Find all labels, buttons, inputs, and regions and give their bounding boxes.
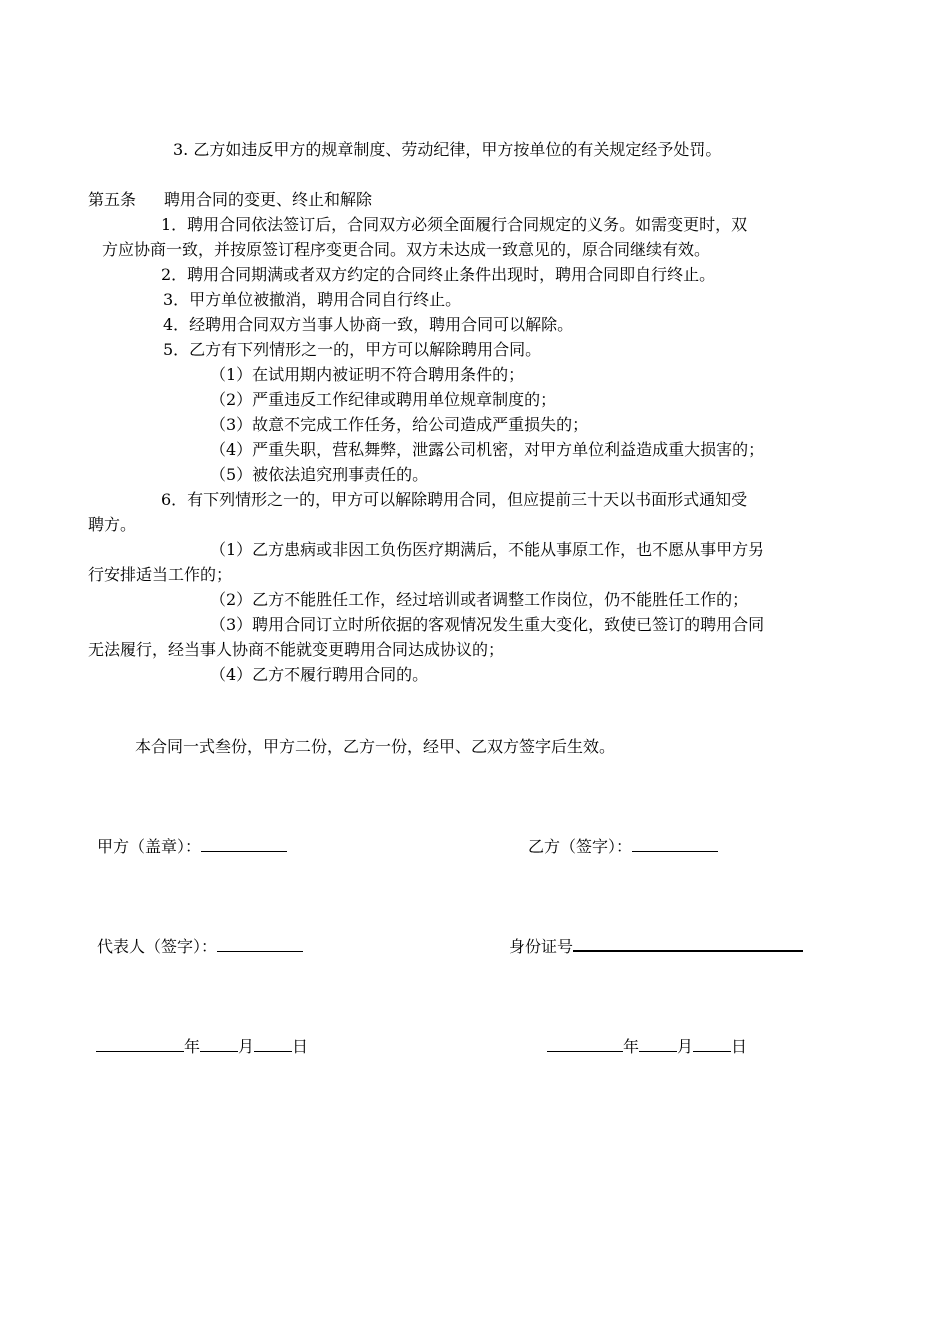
clause4-item3: 3. 乙方如违反甲方的规章制度、劳动纪律，甲方按单位的有关规定经予处罚。: [173, 140, 722, 159]
representative-sign-blank[interactable]: [217, 937, 303, 952]
date-party-b: [547, 1035, 747, 1059]
party-b-label: 乙方（签字）：: [528, 837, 633, 856]
clause5-item2: 2．聘用合同期满或者双方约定的合同终止条件出现时，聘用合同即自行终止。: [161, 265, 716, 284]
date-b-year-blank[interactable]: [547, 1037, 623, 1052]
clause5-item6-sub4: （4）乙方不履行聘用合同的。: [210, 665, 429, 684]
clause5-item6-sub3-line1: （3）聘用合同订立时所依据的客观情况发生重大变化，致使已签订的聘用合同: [210, 615, 765, 634]
date-a-month-blank[interactable]: [200, 1037, 238, 1052]
clause5-item5-sub5: （5）被依法追究刑事责任的。: [210, 465, 429, 484]
clause5-item3: 3．甲方单位被撤消，聘用合同自行终止。: [163, 290, 462, 309]
clause5-item5-sub3: （3）故意不完成工作任务，给公司造成严重损失的；: [210, 415, 589, 434]
date-b-month-label: 月: [677, 1037, 694, 1056]
date-a-day-blank[interactable]: [254, 1037, 292, 1052]
id-number-blank[interactable]: [573, 936, 803, 952]
party-a-seal: [97, 835, 287, 859]
clause5-item6-sub2: （2）乙方不能胜任工作，经过培训或者调整工作岗位，仍不能胜任工作的；: [210, 590, 749, 609]
clause5-item5-sub2: （2）严重违反工作纪律或聘用单位规章制度的；: [210, 390, 557, 409]
party-a-label: 甲方（盖章）：: [97, 837, 202, 856]
clause5-heading-title: 聘用合同的变更、终止和解除: [164, 190, 373, 209]
clause5-heading-number: 第五条: [88, 190, 137, 209]
representative-label: 代表人（签字）：: [97, 937, 218, 956]
clause5-item4: 4．经聘用合同双方当事人协商一致，聘用合同可以解除。: [163, 315, 574, 334]
clause5-item5-sub4: （4）严重失职，营私舞弊，泄露公司机密，对甲方单位利益造成重大损害的；: [210, 440, 765, 459]
party-b-sign-blank[interactable]: [632, 837, 718, 852]
party-a-seal-blank[interactable]: [201, 837, 287, 852]
clause5-item5-sub1: （1）在试用期内被证明不符合聘用条件的；: [210, 365, 525, 384]
date-a-year-blank[interactable]: [96, 1037, 184, 1052]
clause5-item1-line1: 1．聘用合同依法签订后，合同双方必须全面履行合同规定的义务。如需变更时，双: [161, 215, 748, 234]
clause5-item6-sub1-line2: 行安排适当工作的；: [88, 565, 233, 584]
copies-note: 本合同一式叁份，甲方二份，乙方一份，经甲、乙双方签字后生效。: [135, 737, 616, 756]
date-party-a: [96, 1035, 308, 1059]
clause5-item1-line2: 方应协商一致，并按原签订程序变更合同。双方未达成一致意见的，原合同继续有效。: [102, 240, 711, 259]
id-number: [509, 935, 803, 959]
date-a-year-label: 年: [184, 1037, 201, 1056]
clause5-heading: [88, 188, 372, 212]
party-b-sign: [528, 835, 718, 859]
date-b-year-label: 年: [623, 1037, 640, 1056]
clause5-item6-line1: 6．有下列情形之一的，甲方可以解除聘用合同，但应提前三十天以书面形式通知受: [161, 490, 748, 509]
clause5-item5: 5．乙方有下列情形之一的，甲方可以解除聘用合同。: [163, 340, 542, 359]
date-b-day-blank[interactable]: [693, 1037, 731, 1052]
clause5-item6-line2: 聘方。: [88, 515, 137, 534]
date-b-day-label: 日: [731, 1037, 748, 1056]
date-a-day-label: 日: [292, 1037, 309, 1056]
date-a-month-label: 月: [238, 1037, 255, 1056]
clause5-item6-sub3-line2: 无法履行，经当事人协商不能就变更聘用合同达成协议的；: [88, 640, 505, 659]
clause5-item6-sub1-line1: （1）乙方患病或非因工负伤医疗期满后，不能从事原工作，也不愿从事甲方另: [210, 540, 765, 559]
date-b-month-blank[interactable]: [639, 1037, 677, 1052]
representative-sign: [97, 935, 303, 959]
id-number-label: 身份证号: [509, 937, 574, 956]
